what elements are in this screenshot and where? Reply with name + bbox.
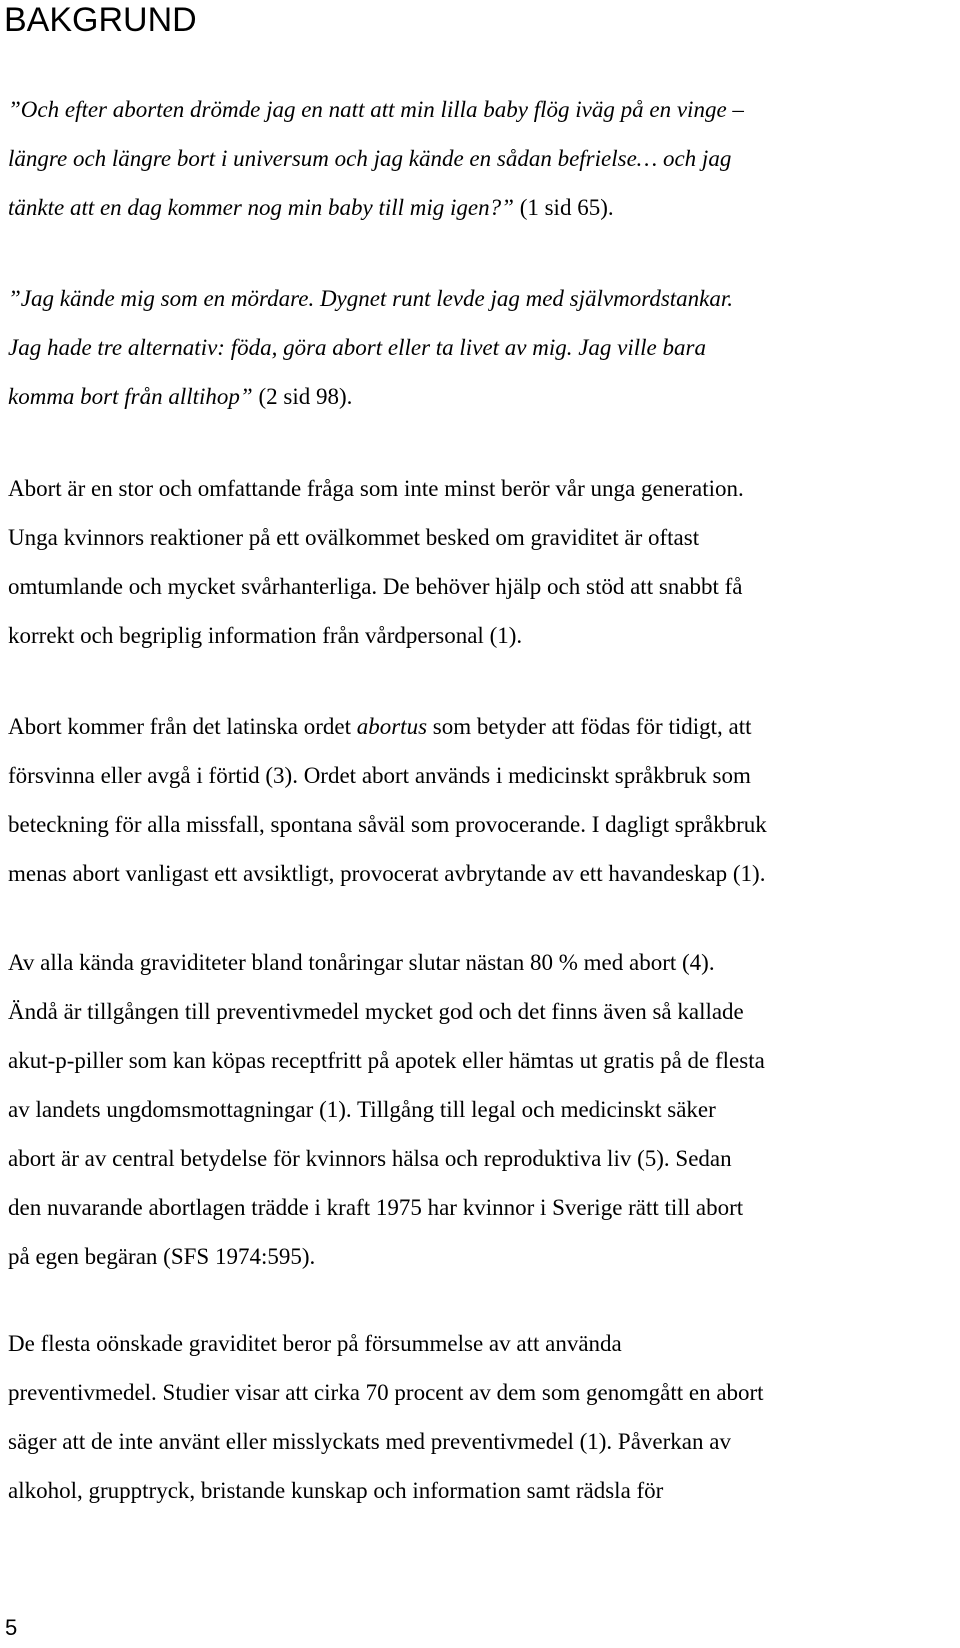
quote-1-line-1: ”Och efter aborten drömde jag en natt att min lilla baby flög iväg på en vinge – <box>8 97 744 122</box>
paragraph-3-line-7: på egen begäran (SFS 1974:595). <box>8 1244 316 1269</box>
quote-2-line-3 <box>8 372 952 421</box>
section-heading: BAKGRUND <box>4 1 197 39</box>
paragraph-3-line-2: Ändå är tillgången till preventivmedel mycket god och det finns även så kallade <box>8 999 744 1024</box>
paragraph-4-line-3: säger att de inte använt eller misslyckats med preventivmedel (1). Påverkan av <box>8 1429 731 1454</box>
paragraph-1-line-4: korrekt och begriplig information från vårdpersonal (1). <box>8 623 523 648</box>
quote-1-line-3 <box>8 183 952 232</box>
paragraph-2-line-1-post: som betyder att födas för tidigt, att <box>427 714 752 739</box>
latin-term: abortus <box>356 714 428 739</box>
quote-2-line-3-text: komma bort från alltihop” <box>8 384 253 409</box>
paragraph-4-line-2: preventivmedel. Studier visar att cirka 70 procent av dem som genomgått en abort <box>8 1380 764 1405</box>
paragraph-2-line-4: menas abort vanligast ett avsiktligt, provocerat avbrytande av ett havandeskap (1). <box>8 861 766 886</box>
paragraph-3-line-5: abort är av central betydelse för kvinnors hälsa och reproduktiva liv (5). Sedan <box>8 1146 732 1171</box>
paragraph-4 <box>8 1319 952 1515</box>
quote-2-citation: (2 sid 98). <box>252 384 353 409</box>
paragraph-2-line-1-pre: Abort kommer från det latinska ordet <box>8 714 357 739</box>
paragraph-1-line-2: Unga kvinnors reaktioner på ett ovälkommet besked om graviditet är oftast <box>8 525 700 550</box>
paragraph-3-line-1: Av alla kända graviditeter bland tonåringar slutar nästan 80 % med abort (4). <box>8 950 715 975</box>
quote-2-line-1: ”Jag kände mig som en mördare. Dygnet runt levde jag med självmordstankar. <box>8 286 734 311</box>
quote-1-line-3-text: tänkte att en dag kommer nog min baby till mig igen?” <box>8 195 514 220</box>
paragraph-4-line-1: De flesta oönskade graviditet beror på försummelse av att använda <box>8 1331 622 1356</box>
paragraph-1-line-1: Abort är en stor och omfattande fråga som inte minst berör vår unga generation. <box>8 476 744 501</box>
paragraph-2-line-2: försvinna eller avgå i förtid (3). Ordet abort används i medicinskt språkbruk som <box>8 763 751 788</box>
paragraph-2-line-1 <box>8 702 952 751</box>
paragraph-3-line-4: av landets ungdomsmottagningar (1). Tillgång till legal och medicinskt säker <box>8 1097 716 1122</box>
paragraph-4-line-4: alkohol, grupptryck, bristande kunskap och information samt rädsla för <box>8 1478 664 1503</box>
paragraph-3-line-3: akut-p-piller som kan köpas receptfritt på apotek eller hämtas ut gratis på de flesta <box>8 1048 765 1073</box>
quote-1-line-2: längre och längre bort i universum och jag kände en sådan befrielse… och jag <box>8 146 732 171</box>
paragraph-3 <box>8 938 952 1281</box>
paragraph-2 <box>8 702 952 898</box>
paragraph-1-line-3: omtumlande och mycket svårhanterliga. De behöver hjälp och stöd att snabbt få <box>8 574 743 599</box>
paragraph-2-line-3: beteckning för alla missfall, spontana såväl som provocerande. I dagligt språkbruk <box>8 812 767 837</box>
quote-1-citation: (1 sid 65). <box>513 195 614 220</box>
quote-2-line-2: Jag hade tre alternativ: föda, göra abort eller ta livet av mig. Jag ville bara <box>8 335 706 360</box>
page-number: 5 <box>5 1615 18 1640</box>
paragraph-1 <box>8 464 952 660</box>
quote-2 <box>8 274 952 421</box>
quote-1 <box>8 85 952 232</box>
paragraph-3-line-6: den nuvarande abortlagen trädde i kraft 1975 har kvinnor i Sverige rätt till abort <box>8 1195 744 1220</box>
